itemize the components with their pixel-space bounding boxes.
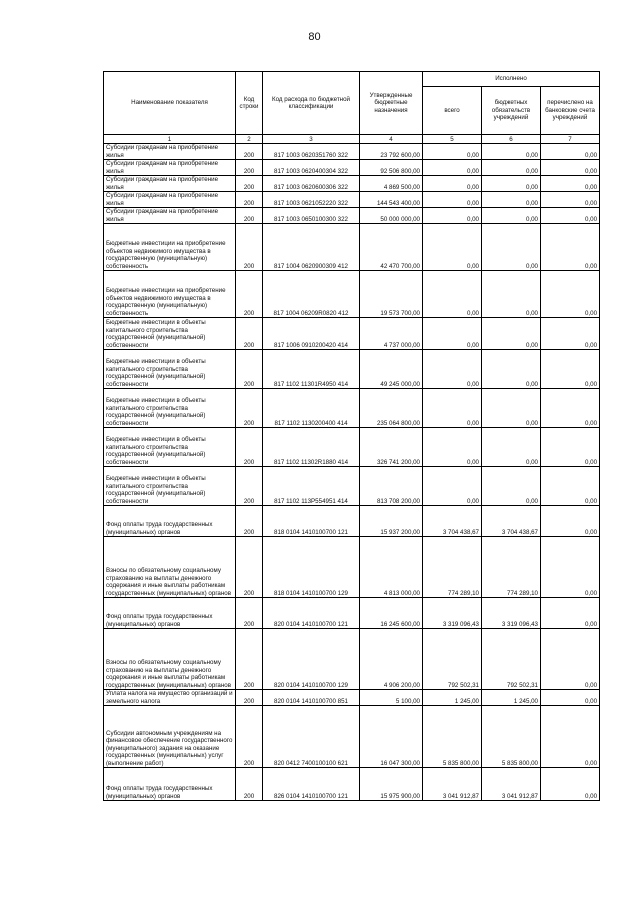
header-executed: Исполнено — [423, 72, 600, 87]
row-approved: 16 047 300,00 — [360, 706, 423, 768]
row-name: Субсидии гражданам на приобретение жилья — [104, 176, 236, 192]
row-expense-code: 826 0104 1410100700 121 — [263, 768, 360, 801]
column-number: 2 — [236, 135, 263, 144]
table-row — [104, 389, 600, 428]
row-approved: 4 813 000,00 — [360, 537, 423, 598]
row-name: Бюджетные инвестиции в объекты капитального строительства государственной (муниципальной) собственности — [104, 428, 236, 467]
row-code: 200 — [236, 192, 263, 208]
column-number: 7 — [541, 135, 600, 144]
row-code: 200 — [236, 537, 263, 598]
row-code: 200 — [236, 768, 263, 801]
row-bank-transfers: 0,00 — [541, 389, 600, 428]
row-expense-code: 820 0104 1410100700 851 — [263, 690, 360, 706]
row-executed-total: 0,00 — [423, 389, 482, 428]
row-executed-total: 792 502,31 — [423, 629, 482, 690]
budget-execution-table — [103, 71, 600, 801]
row-approved: 15 937 200,00 — [360, 506, 423, 537]
row-expense-code: 817 1003 0621052220 322 — [263, 192, 360, 208]
row-budget-obligations: 0,00 — [482, 224, 541, 271]
row-executed-total: 0,00 — [423, 350, 482, 389]
row-approved: 42 470 700,00 — [360, 224, 423, 271]
row-bank-transfers: 0,00 — [541, 350, 600, 389]
column-number: 1 — [104, 135, 236, 144]
row-budget-obligations: 5 835 800,00 — [482, 706, 541, 768]
table-row — [104, 706, 600, 768]
row-bank-transfers: 0,00 — [541, 506, 600, 537]
table-row — [104, 144, 600, 160]
row-name: Взносы по обязательному социальному страхованию на выплаты денежного содержания и иные выплаты работникам государственных (муниципальных) органов — [104, 537, 236, 598]
row-code: 200 — [236, 690, 263, 706]
table-row — [104, 350, 600, 389]
row-name: Субсидии гражданам на приобретение жилья — [104, 160, 236, 176]
row-bank-transfers: 0,00 — [541, 192, 600, 208]
row-budget-obligations: 0,00 — [482, 271, 541, 318]
row-approved: 19 573 700,00 — [360, 271, 423, 318]
table-row — [104, 537, 600, 598]
table-row — [104, 629, 600, 690]
table-row — [104, 506, 600, 537]
row-code: 200 — [236, 350, 263, 389]
row-code: 200 — [236, 506, 263, 537]
row-bank-transfers: 0,00 — [541, 160, 600, 176]
row-name: Фонд оплаты труда государственных (муниципальных) органов — [104, 506, 236, 537]
row-expense-code: 817 1003 0620600306 322 — [263, 176, 360, 192]
row-executed-total: 0,00 — [423, 176, 482, 192]
row-executed-total: 0,00 — [423, 224, 482, 271]
row-executed-total: 0,00 — [423, 160, 482, 176]
row-budget-obligations: 1 245,00 — [482, 690, 541, 706]
row-name: Субсидии гражданам на приобретение жилья — [104, 144, 236, 160]
table-row — [104, 428, 600, 467]
table-row — [104, 208, 600, 224]
row-name: Бюджетные инвестиции в объекты капитального строительства государственной (муниципальной) собственности — [104, 350, 236, 389]
row-code: 200 — [236, 208, 263, 224]
row-executed-total: 0,00 — [423, 192, 482, 208]
row-approved: 49 245 000,00 — [360, 350, 423, 389]
row-expense-code: 817 1004 0620900309 412 — [263, 224, 360, 271]
row-executed-total: 0,00 — [423, 318, 482, 350]
table-row — [104, 271, 600, 318]
row-expense-code: 817 1003 0620400304 322 — [263, 160, 360, 176]
row-executed-total: 0,00 — [423, 144, 482, 160]
row-expense-code: 818 0104 1410100700 121 — [263, 506, 360, 537]
row-approved: 4 869 500,00 — [360, 176, 423, 192]
table-row — [104, 768, 600, 801]
row-budget-obligations: 0,00 — [482, 176, 541, 192]
row-executed-total: 5 835 800,00 — [423, 706, 482, 768]
row-budget-obligations: 0,00 — [482, 318, 541, 350]
row-code: 200 — [236, 224, 263, 271]
row-bank-transfers: 0,00 — [541, 224, 600, 271]
row-executed-total: 3 319 096,43 — [423, 598, 482, 629]
row-approved: 4 906 200,00 — [360, 629, 423, 690]
row-executed-total: 0,00 — [423, 208, 482, 224]
row-budget-obligations: 774 289,10 — [482, 537, 541, 598]
table-row — [104, 224, 600, 271]
row-expense-code: 817 1102 11301R4950 414 — [263, 350, 360, 389]
row-approved: 235 064 800,00 — [360, 389, 423, 428]
row-approved: 50 000 000,00 — [360, 208, 423, 224]
row-budget-obligations: 792 502,31 — [482, 629, 541, 690]
table-row — [104, 598, 600, 629]
page-number: 80 — [308, 31, 321, 43]
row-code: 200 — [236, 318, 263, 350]
row-expense-code: 817 1102 1130200400 414 — [263, 389, 360, 428]
row-budget-obligations: 0,00 — [482, 428, 541, 467]
row-executed-total: 1 245,00 — [423, 690, 482, 706]
column-number: 3 — [263, 135, 360, 144]
row-bank-transfers: 0,00 — [541, 176, 600, 192]
row-expense-code: 817 1003 0650100300 322 — [263, 208, 360, 224]
row-code: 200 — [236, 428, 263, 467]
row-code: 200 — [236, 629, 263, 690]
column-number: 4 — [360, 135, 423, 144]
row-name: Взносы по обязательному социальному страхованию на выплаты денежного содержания и иные выплаты работникам государственных (муниципальных) органов — [104, 629, 236, 690]
row-bank-transfers: 0,00 — [541, 318, 600, 350]
header-expense-code: Код расхода по бюджетной классификации — [263, 72, 360, 135]
row-bank-transfers: 0,00 — [541, 428, 600, 467]
header-executed-total: всего — [423, 87, 482, 135]
row-budget-obligations: 3 704 438,67 — [482, 506, 541, 537]
column-number-row — [104, 135, 600, 144]
row-approved: 16 245 600,00 — [360, 598, 423, 629]
table-row — [104, 318, 600, 350]
row-bank-transfers: 0,00 — [541, 208, 600, 224]
row-name: Бюджетные инвестиции в объекты капитального строительства государственной (муниципальной) собственности — [104, 467, 236, 506]
row-approved: 92 506 800,00 — [360, 160, 423, 176]
row-code: 200 — [236, 467, 263, 506]
row-bank-transfers: 0,00 — [541, 690, 600, 706]
row-expense-code: 817 1102 11302R1880 414 — [263, 428, 360, 467]
row-name: Бюджетные инвестиции на приобретение объектов недвижимого имущества в государственную (муниципальную) собственность — [104, 224, 236, 271]
row-approved: 15 975 900,00 — [360, 768, 423, 801]
row-name: Фонд оплаты труда государственных (муниципальных) органов — [104, 768, 236, 801]
column-number: 5 — [423, 135, 482, 144]
row-name: Фонд оплаты труда государственных (муниципальных) органов — [104, 598, 236, 629]
row-bank-transfers: 0,00 — [541, 629, 600, 690]
row-expense-code: 820 0412 7400100100 621 — [263, 706, 360, 768]
row-name: Бюджетные инвестиции на приобретение объектов недвижимого имущества в государственную (муниципальную) собственность — [104, 271, 236, 318]
row-expense-code: 817 1006 0910200420 414 — [263, 318, 360, 350]
header-approved: Утвержденные бюджетные назначения — [360, 72, 423, 135]
row-budget-obligations: 0,00 — [482, 467, 541, 506]
row-budget-obligations: 0,00 — [482, 350, 541, 389]
table-row — [104, 690, 600, 706]
row-budget-obligations: 3 319 096,43 — [482, 598, 541, 629]
row-bank-transfers: 0,00 — [541, 768, 600, 801]
row-approved: 5 100,00 — [360, 690, 423, 706]
row-budget-obligations: 0,00 — [482, 208, 541, 224]
row-expense-code: 818 0104 1410100700 129 — [263, 537, 360, 598]
header-bank-transfers: перечислено на банковские счета учреждений — [541, 87, 600, 135]
row-expense-code: 817 1003 0620351760 322 — [263, 144, 360, 160]
row-name: Субсидии автономным учреждениям на финансовое обеспечение государственного (муниципального) задания на оказание государственных (муниципальных) услуг (выполнение работ) — [104, 706, 236, 768]
row-name: Субсидии гражданам на приобретение жилья — [104, 192, 236, 208]
row-bank-transfers: 0,00 — [541, 467, 600, 506]
row-expense-code: 817 1102 113P554951 414 — [263, 467, 360, 506]
row-budget-obligations: 0,00 — [482, 144, 541, 160]
row-expense-code: 820 0104 1410100700 129 — [263, 629, 360, 690]
row-expense-code: 817 1004 06209R0820 412 — [263, 271, 360, 318]
row-approved: 813 708 200,00 — [360, 467, 423, 506]
row-executed-total: 0,00 — [423, 467, 482, 506]
row-bank-transfers: 0,00 — [541, 598, 600, 629]
row-bank-transfers: 0,00 — [541, 144, 600, 160]
row-bank-transfers: 0,00 — [541, 271, 600, 318]
row-code: 200 — [236, 389, 263, 428]
row-budget-obligations: 0,00 — [482, 389, 541, 428]
row-approved: 144 543 400,00 — [360, 192, 423, 208]
row-code: 200 — [236, 598, 263, 629]
column-number: 6 — [482, 135, 541, 144]
row-expense-code: 820 0104 1410100700 121 — [263, 598, 360, 629]
row-approved: 326 741 200,00 — [360, 428, 423, 467]
row-bank-transfers: 0,00 — [541, 537, 600, 598]
row-name: Субсидии гражданам на приобретение жилья — [104, 208, 236, 224]
row-name: Бюджетные инвестиции в объекты капитального строительства государственной (муниципальной) собственности — [104, 318, 236, 350]
row-code: 200 — [236, 160, 263, 176]
header-row-code: Код строки — [236, 72, 263, 135]
row-bank-transfers: 0,00 — [541, 706, 600, 768]
row-name: Уплата налога на имущество организаций и земельного налога — [104, 690, 236, 706]
table-row — [104, 192, 600, 208]
row-executed-total: 3 041 912,87 — [423, 768, 482, 801]
header-budget-obligations: бюджетных обязательств учреждений — [482, 87, 541, 135]
table-row — [104, 467, 600, 506]
row-budget-obligations: 0,00 — [482, 192, 541, 208]
row-executed-total: 0,00 — [423, 428, 482, 467]
row-name: Бюджетные инвестиции в объекты капитального строительства государственной (муниципальной) собственности — [104, 389, 236, 428]
row-approved: 4 737 000,00 — [360, 318, 423, 350]
row-executed-total: 0,00 — [423, 271, 482, 318]
row-budget-obligations: 3 041 912,87 — [482, 768, 541, 801]
table-row — [104, 176, 600, 192]
row-code: 200 — [236, 144, 263, 160]
table-row — [104, 160, 600, 176]
row-code: 200 — [236, 271, 263, 318]
row-code: 200 — [236, 706, 263, 768]
row-executed-total: 3 704 438,67 — [423, 506, 482, 537]
row-executed-total: 774 289,10 — [423, 537, 482, 598]
row-approved: 23 792 600,00 — [360, 144, 423, 160]
header-indicator-name: Наименование показателя — [104, 72, 236, 135]
row-code: 200 — [236, 176, 263, 192]
row-budget-obligations: 0,00 — [482, 160, 541, 176]
